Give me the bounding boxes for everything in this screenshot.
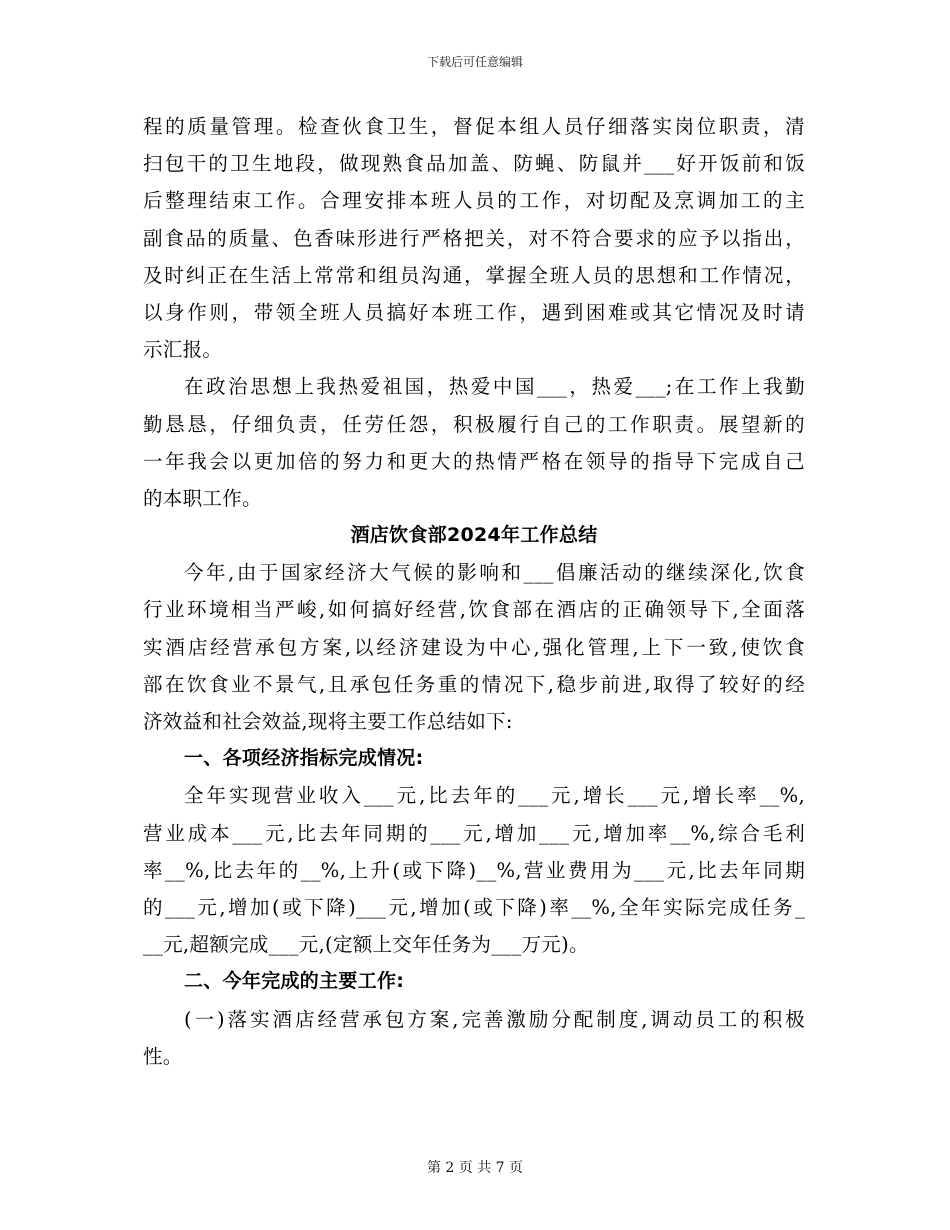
paragraph-line: 的___元,增加(或下降)___元,增加(或下降)率__%,全年实际完成任务_: [143, 895, 805, 919]
paragraph-line: 后整理结束工作。合理安排本班人员的工作，对切配及烹调加工的主: [143, 189, 805, 213]
paragraph-line: 程的质量管理。检查伙食卫生，督促本组人员仔细落实岗位职责，清: [143, 115, 805, 138]
paragraph-line: 示汇报。: [143, 338, 223, 362]
paragraph-line: 扫包干的卫生地段，做现熟食品加盖、防蝇、防鼠并___好开饭前和饭: [143, 152, 805, 176]
paragraph-line: 勤恳恳，仔细负责，任劳任怨，积极履行自己的工作职责。展望新的: [143, 412, 805, 436]
paragraph-line: __元,超额完成___元,(定额上交年任务为___万元)。: [143, 933, 589, 957]
paragraph-line: 全年实现营业收入___元,比去年的___元,增长___元,增长率__%,: [184, 784, 805, 808]
paragraph-line: 副食品的质量、色香味形进行严格把关，对不符合要求的应予以指出，: [143, 226, 805, 250]
page-footer: 第 2 页 共 7 页: [426, 1160, 524, 1176]
paragraph-line: 今年,由于国家经济大气候的影响和___倡廉活动的继续深化,饮食: [184, 561, 805, 585]
paragraph-line: 以身作则，带领全班人员搞好本班工作，遇到困难或其它情况及时请: [143, 300, 805, 324]
paragraph-line: 及时纠正在生活上常常和组员沟通，掌握全班人员的思想和工作情况，: [143, 263, 805, 287]
paragraph-line: 的本职工作。: [143, 486, 262, 510]
paragraph-line: 行业环境相当严峻,如何搞好经营,饮食部在酒店的正确领导下,全面落: [143, 598, 805, 622]
page-header: 下载后可任意编辑: [426, 55, 523, 69]
paragraph-line: 实酒店经营承包方案,以经济建设为中心,强化管理,上下一致,使饮食: [143, 635, 805, 659]
document-body: [143, 108, 805, 1075]
subheading: 二、今年完成的主要工作:: [184, 970, 405, 993]
paragraph-line: 率__%,比去年的__%,上升(或下降)__%,营业费用为___元,比去年同期: [143, 858, 805, 882]
paragraph-line: 一年我会以更加倍的努力和更大的热情严格在领导的指导下完成自己: [143, 449, 805, 473]
paragraph-line: 营业成本___元,比去年同期的___元,增加___元,增加率__%,综合毛利: [143, 821, 805, 845]
subheading: 一、各项经济指标完成情况:: [184, 747, 424, 770]
paragraph-line: 济效益和社会效益,现将主要工作总结如下:: [143, 710, 513, 733]
section-title: 酒店饮食部2024年工作总结: [350, 524, 598, 547]
paragraph-line: (一)落实酒店经营承包方案,完善激励分配制度,调动员工的积极: [184, 1007, 805, 1031]
paragraph-line: 性。: [143, 1044, 183, 1068]
paragraph-line: 部在饮食业不景气,且承包任务重的情况下,稳步前进,取得了较好的经: [143, 672, 805, 696]
paragraph-line: 在政治思想上我热爱祖国，热爱中国___，热爱___;在工作上我勤: [184, 375, 805, 399]
